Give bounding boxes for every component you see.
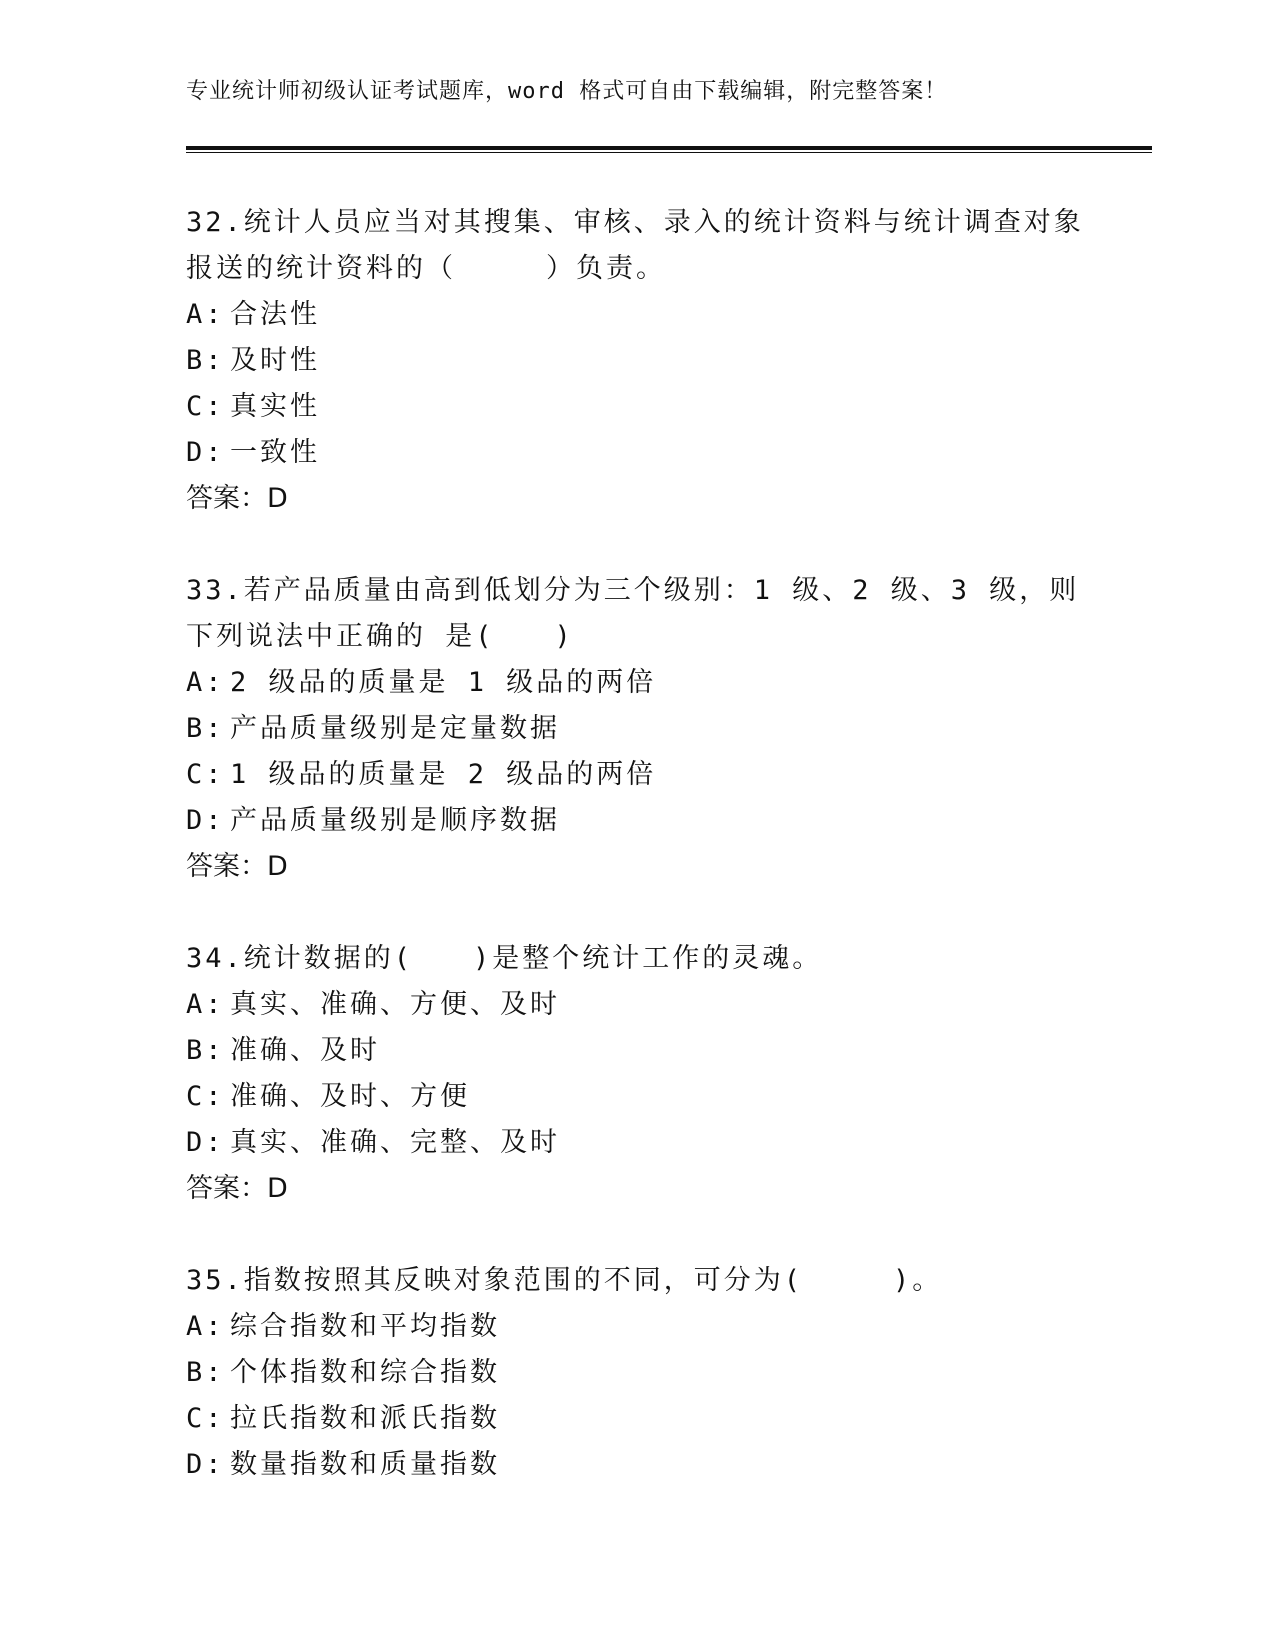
- option-text: 准确、及时: [230, 1035, 380, 1066]
- option-key: D:: [186, 1127, 225, 1158]
- question-33: [186, 568, 1086, 890]
- option-a: [186, 982, 1086, 1028]
- answer: 答案：D: [186, 483, 288, 514]
- option-a: [186, 1304, 1086, 1350]
- question-32: [186, 200, 1086, 522]
- option-key: A:: [186, 989, 225, 1020]
- option-key: A:: [186, 1311, 225, 1342]
- option-key: D:: [186, 805, 225, 836]
- option-key: A:: [186, 667, 225, 698]
- option-key: C:: [186, 759, 225, 790]
- question-list: [186, 200, 1086, 1534]
- option-key: D:: [186, 437, 225, 468]
- option-text: 真实性: [230, 391, 320, 422]
- option-key: B:: [186, 713, 225, 744]
- option-text: 真实、准确、完整、及时: [230, 1127, 560, 1158]
- option-d: [186, 1120, 1086, 1166]
- option-c: [186, 1074, 1086, 1120]
- option-text: 1 级品的质量是 2 级品的两倍: [230, 759, 657, 790]
- option-b: [186, 1028, 1086, 1074]
- option-a: [186, 660, 1086, 706]
- option-text: 及时性: [230, 345, 320, 376]
- option-text: 拉氏指数和派氏指数: [230, 1403, 500, 1434]
- question-text: 35.指数按照其反映对象范围的不同，可分为( )。: [186, 1265, 943, 1296]
- option-key: C:: [186, 1081, 225, 1112]
- option-text: 产品质量级别是顺序数据: [230, 805, 560, 836]
- option-b: [186, 1350, 1086, 1396]
- header-rule-thick: [186, 146, 1152, 150]
- header-rule-thin: [186, 152, 1152, 153]
- option-key: A:: [186, 299, 225, 330]
- question-34: [186, 936, 1086, 1212]
- option-key: B:: [186, 345, 225, 376]
- question-text: 33.若产品质量由高到低划分为三个级别：1 级、2 级、3 级，则下列说法中正确的 是( ): [186, 575, 1080, 652]
- option-text: 数量指数和质量指数: [230, 1449, 500, 1480]
- question-text: 32.统计人员应当对其搜集、审核、录入的统计资料与统计调查对象报送的统计资料的（ ）负责。: [186, 207, 1084, 284]
- option-text: 准确、及时、方便: [230, 1081, 470, 1112]
- option-key: C:: [186, 391, 225, 422]
- option-text: 真实、准确、方便、及时: [230, 989, 560, 1020]
- document-header: 专业统计师初级认证考试题库，word 格式可自由下载编辑，附完整答案！: [186, 79, 948, 104]
- option-text: 合法性: [230, 299, 320, 330]
- option-key: D:: [186, 1449, 225, 1480]
- option-text: 2 级品的质量是 1 级品的两倍: [230, 667, 657, 698]
- option-b: [186, 338, 1086, 384]
- option-text: 产品质量级别是定量数据: [230, 713, 560, 744]
- option-key: C:: [186, 1403, 225, 1434]
- option-b: [186, 706, 1086, 752]
- option-d: [186, 798, 1086, 844]
- option-c: [186, 752, 1086, 798]
- option-d: [186, 430, 1086, 476]
- question-35: [186, 1258, 1086, 1488]
- option-c: [186, 1396, 1086, 1442]
- question-text: 34.统计数据的( )是整个统计工作的灵魂。: [186, 943, 823, 974]
- option-text: 综合指数和平均指数: [230, 1311, 500, 1342]
- option-text: 一致性: [230, 437, 320, 468]
- answer: 答案：D: [186, 1173, 288, 1204]
- answer: 答案：D: [186, 851, 288, 882]
- option-text: 个体指数和综合指数: [230, 1357, 500, 1388]
- option-key: B:: [186, 1035, 225, 1066]
- option-d: [186, 1442, 1086, 1488]
- option-c: [186, 384, 1086, 430]
- option-key: B:: [186, 1357, 225, 1388]
- option-a: [186, 292, 1086, 338]
